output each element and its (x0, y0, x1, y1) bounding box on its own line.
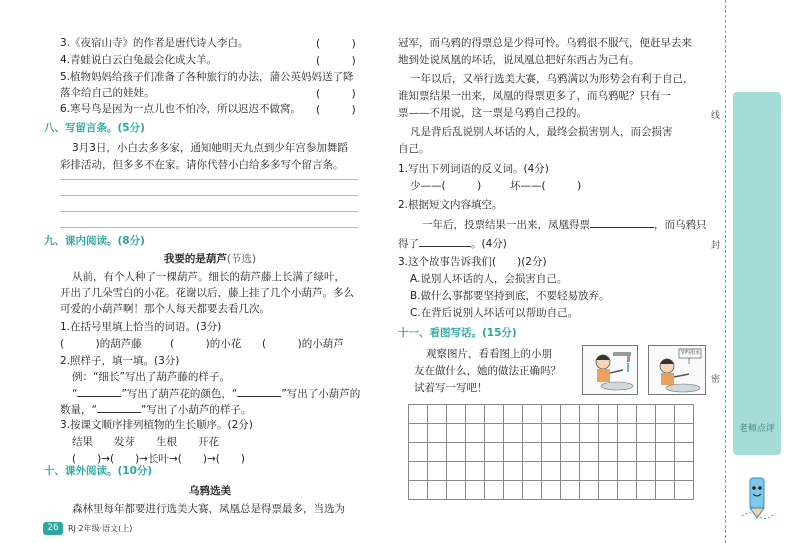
grid-cell[interactable] (427, 423, 447, 443)
q10-2-line-1 (422, 217, 707, 232)
grid-cell[interactable] (598, 480, 618, 500)
teacher-comment-box[interactable] (733, 92, 781, 455)
q9-2-example: 例：“细长”写出了葫芦藤的样子。 (72, 371, 230, 383)
answer-bracket[interactable]: ( ) (316, 38, 356, 50)
q9-3-term-4: 开花 (198, 436, 219, 448)
grid-cell[interactable] (598, 404, 618, 424)
grid-cell[interactable] (541, 404, 561, 424)
grid-cell[interactable] (617, 461, 637, 481)
q9-3-term-3: 生根 (156, 436, 177, 448)
q9-2-line-1 (72, 386, 360, 401)
grid-cell[interactable] (598, 423, 618, 443)
judge-item-5-cont: 落伞给自己的娃娃。 (60, 87, 155, 99)
grid-cell[interactable] (427, 442, 447, 462)
grid-cell[interactable] (598, 442, 618, 462)
q10-1-antonym-2[interactable]: 坏——( ) (510, 180, 582, 192)
crow-para2-line-2: 谁知票结果一出来，凤凰的得票更多了，而乌鸦呢？只有一 (398, 90, 671, 102)
grid-cell[interactable] (522, 461, 542, 481)
q9-3-sequence[interactable]: ( )→( )→长叶→( )→( ) (72, 453, 245, 465)
section-8-line-1: 3月3日，小白去多多家，通知她明天九点到少年宫参加舞蹈 (72, 142, 348, 154)
fill-blank[interactable] (77, 386, 121, 397)
story-title: 我要的是葫芦 (163, 253, 227, 265)
answer-bracket[interactable]: ( ) (316, 88, 356, 100)
q9-2: 2.照样子，填一填。(3分) (60, 355, 180, 367)
q9-2-text: ”写出了葫芦花的颜色，“ (121, 388, 238, 400)
section-11-line-2: 友在做什么，她的做法正确吗？ (414, 365, 561, 377)
grid-cell[interactable] (636, 423, 656, 443)
grid-cell[interactable] (560, 404, 580, 424)
grid-cell[interactable] (560, 442, 580, 462)
crow-story-line-3: 地到处说凤凰的坏话，说凤凰总把好东西占为己有。 (398, 54, 640, 66)
grid-cell[interactable] (465, 480, 485, 500)
section-8-line-2: 彩排活动，但多多不在家。请你代替小白给多多写个留言条。 (60, 159, 344, 171)
grid-cell[interactable] (484, 480, 504, 500)
grid-cell[interactable] (617, 404, 637, 424)
fill-blank[interactable] (590, 217, 654, 228)
grid-cell[interactable] (446, 423, 466, 443)
story-line-3: 可爱的小葫芦啊！那个人每天都要去看几次。 (60, 303, 270, 315)
grid-cell[interactable] (522, 404, 542, 424)
grid-cell[interactable] (503, 461, 523, 481)
q9-3-term-1: 结果 (72, 436, 93, 448)
fill-blank[interactable] (237, 386, 281, 397)
grid-cell[interactable] (484, 442, 504, 462)
section-11-line-3: 试着写一写吧！ (414, 382, 488, 394)
girl-washing-illustration (583, 346, 637, 394)
grid-cell[interactable] (427, 404, 447, 424)
story-note: (节选) (226, 253, 257, 265)
grid-cell[interactable] (674, 423, 694, 443)
fill-blank[interactable] (419, 236, 471, 247)
grid-row (408, 461, 693, 480)
section-11-line-1: 观察图片，看看图上的小朋 (426, 348, 552, 360)
grid-cell[interactable] (617, 423, 637, 443)
grid-cell[interactable] (446, 442, 466, 462)
grid-row (408, 423, 693, 442)
grid-cell[interactable] (522, 442, 542, 462)
grid-cell[interactable] (522, 480, 542, 500)
grid-cell[interactable] (655, 442, 675, 462)
grid-cell[interactable] (636, 442, 656, 462)
grid-cell[interactable] (503, 442, 523, 462)
q9-2-text: 数量，“ (60, 404, 97, 416)
crow-para2-line-1: 一年以后，又举行选美大赛，乌鸦满以为形势会有利于自己， (410, 73, 694, 85)
picture-girl-tap-1 (582, 345, 638, 395)
q10-2-text: 得了 (398, 238, 419, 250)
grid-cell[interactable] (636, 480, 656, 500)
grid-cell[interactable] (560, 423, 580, 443)
writing-line[interactable] (60, 179, 358, 180)
section-11-title: 十一、看图写话。(15分) (398, 327, 517, 339)
grid-cell[interactable] (522, 423, 542, 443)
q9-1: 1.在括号里填上恰当的词语。(3分) (60, 321, 222, 333)
teacher-comment-label: 老师点评 (738, 424, 775, 434)
grid-cell[interactable] (408, 404, 428, 424)
grid-cell[interactable] (655, 461, 675, 481)
section-10-title: 十、课外阅读。(10分) (44, 465, 153, 477)
margin-char-xian: 线 (711, 111, 721, 121)
margin-char-mi: 密 (711, 375, 721, 385)
grid-cell[interactable] (484, 404, 504, 424)
q10-2: 2.根据短文内容填空。 (398, 199, 503, 211)
answer-bracket[interactable]: ( ) (316, 55, 356, 67)
footer-text: RJ·2年级·语文(上) (68, 524, 133, 533)
story-title-crow: 乌鸦选美 (189, 485, 231, 497)
grid-cell[interactable] (579, 442, 599, 462)
q10-3-option-c[interactable]: C.在背后说别人坏话可以帮助自己。 (410, 307, 579, 319)
q10-1-antonym-1[interactable]: 少——( ) (410, 180, 482, 192)
answer-bracket[interactable]: ( ) (316, 104, 356, 116)
grid-cell[interactable] (579, 404, 599, 424)
grid-cell[interactable] (484, 423, 504, 443)
pencil-mascot-icon (738, 470, 778, 520)
grid-cell[interactable] (655, 423, 675, 443)
sign-text: 节约用水 (679, 350, 700, 356)
q9-1-blank-2[interactable]: ( )的小花 (170, 338, 242, 350)
grid-cell[interactable] (636, 461, 656, 481)
q9-3: 3.按课文顺序排列植物的生长顺序。(2分) (60, 419, 253, 431)
grid-cell[interactable] (408, 442, 428, 462)
crow-story-line-2: 冠军，而乌鸦的得票总是少得可怜。乌鸦很不服气，便赶早去来 (398, 37, 692, 49)
grid-cell[interactable] (579, 423, 599, 443)
q9-3-term-2: 发芽 (114, 436, 135, 448)
q10-3-option-a[interactable]: A.说别人坏话的人，会损害自己。 (410, 273, 568, 285)
writing-line[interactable] (60, 227, 358, 228)
q9-1-blank-3[interactable]: ( )的小葫芦 (262, 338, 344, 350)
grid-cell[interactable] (408, 461, 428, 481)
writing-line[interactable] (60, 195, 358, 196)
grid-cell[interactable] (408, 423, 428, 443)
grid-cell[interactable] (503, 480, 523, 500)
grid-cell[interactable] (503, 423, 523, 443)
grid-cell[interactable] (465, 404, 485, 424)
grid-cell[interactable] (617, 442, 637, 462)
grid-cell[interactable] (446, 480, 466, 500)
writing-line[interactable] (60, 211, 358, 212)
grid-cell[interactable] (674, 480, 694, 500)
grid-cell[interactable] (465, 461, 485, 481)
grid-cell[interactable] (541, 423, 561, 443)
section-8-title: 八、写留言条。(5分) (44, 122, 145, 134)
q10-2-text: ，而乌鸦只 (654, 219, 707, 231)
grid-cell[interactable] (636, 404, 656, 424)
story-title-hulu (60, 252, 360, 266)
grid-cell[interactable] (446, 461, 466, 481)
grid-cell[interactable] (465, 423, 485, 443)
page-number: 26 (43, 522, 63, 535)
grid-cell[interactable] (427, 480, 447, 500)
grid-cell[interactable] (408, 480, 428, 500)
grid-cell[interactable] (674, 404, 694, 424)
grid-row (408, 404, 693, 423)
binding-dashed-line (725, 0, 726, 543)
grid-row (408, 480, 693, 499)
judge-item-5: 5.植物妈妈给孩子们准备了各种旅行的办法，蒲公英妈妈送了降 (60, 71, 354, 83)
judge-item-6: 6.寒号鸟是因为一点儿也不怕冷，所以迟迟不做窝。 (60, 103, 302, 115)
q10-2-text: 一年后，投票结果一出来，凤凰得票 (422, 219, 590, 231)
grid-cell[interactable] (579, 461, 599, 481)
q10-3-option-b[interactable]: B.做什么事都要坚持到底，不要轻易放弃。 (410, 290, 610, 302)
grid-cell[interactable] (541, 480, 561, 500)
grid-cell[interactable] (503, 404, 523, 424)
grid-cell[interactable] (579, 480, 599, 500)
picture-girl-tap-2 (648, 345, 706, 395)
crow-para2-line-3: 票——不用说，这一票是乌鸦自己投的。 (398, 107, 587, 119)
grid-cell[interactable] (541, 461, 561, 481)
grid-cell[interactable] (655, 480, 675, 500)
q9-2-text: ”写出了小葫芦的样子。 (140, 404, 252, 416)
grid-cell[interactable] (446, 404, 466, 424)
writing-grid[interactable] (408, 404, 693, 499)
grid-cell[interactable] (655, 404, 675, 424)
grid-cell[interactable] (427, 461, 447, 481)
crow-story-line-1: 森林里每年都要进行选美大赛，凤凰总是得票最多，当选为 (72, 503, 345, 515)
grid-cell[interactable] (674, 461, 694, 481)
judge-item-3: 3.《夜宿山寺》的作者是唐代诗人李白。 (60, 37, 249, 49)
fill-blank[interactable] (97, 402, 141, 413)
q10-2-line-2 (398, 236, 507, 251)
quote-open: “ (72, 388, 78, 400)
grid-cell[interactable] (617, 480, 637, 500)
grid-cell[interactable] (465, 442, 485, 462)
q9-2-text: ”写出了小葫芦的 (281, 388, 361, 400)
margin-char-feng: 封 (711, 241, 721, 251)
q9-1-blank-1[interactable]: ( )的葫芦藤 (60, 338, 142, 350)
q10-2-text: 。(4分) (471, 238, 507, 250)
q10-1: 1.写出下列词语的反义词。(4分) (398, 163, 549, 175)
crow-para3-line-2: 自己。 (398, 143, 430, 155)
grid-cell[interactable] (674, 442, 694, 462)
grid-cell[interactable] (484, 461, 504, 481)
q9-2-line-2 (60, 402, 251, 417)
grid-cell[interactable] (541, 442, 561, 462)
crow-para3-line-1: 凡是背后乱说别人坏话的人，最终会损害别人，而会损害 (410, 126, 673, 138)
grid-cell[interactable] (560, 461, 580, 481)
section-9-title: 九、课内阅读。(8分) (44, 235, 145, 247)
story-line-1: 从前，有个人种了一棵葫芦。细长的葫芦藤上长满了绿叶， (72, 271, 345, 283)
grid-cell[interactable] (560, 480, 580, 500)
q10-3: 3.这个故事告诉我们( )(2分) (398, 256, 547, 268)
judge-item-4: 4.青蛙说白云白兔最会化成大羊。 (60, 54, 218, 66)
story-line-2: 开出了几朵雪白的小花。花谢以后，藤上挂了几个小葫芦。多么 (60, 287, 354, 299)
grid-row (408, 442, 693, 461)
grid-cell[interactable] (598, 461, 618, 481)
